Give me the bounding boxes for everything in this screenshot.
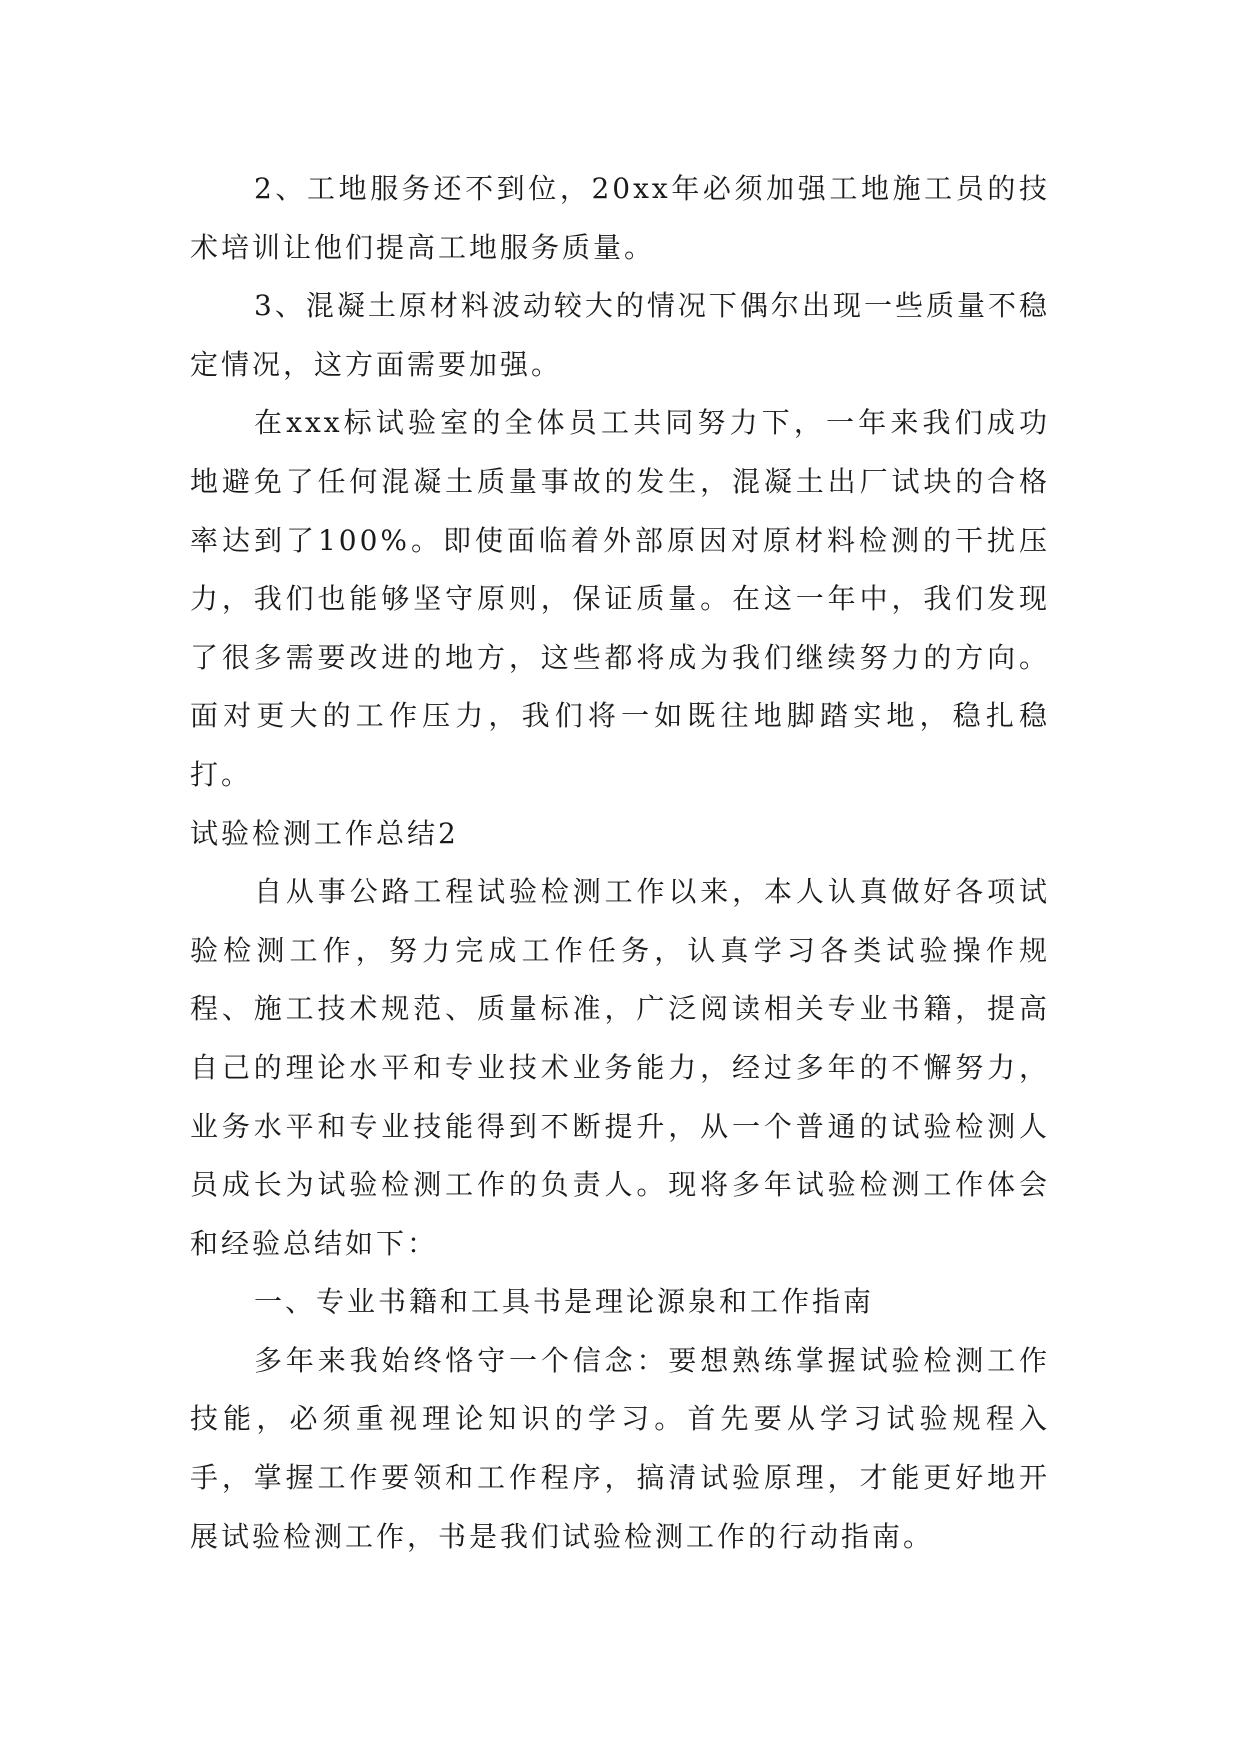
paragraph-intro: 自从事公路工程试验检测工作以来，本人认真做好各项试验检测工作，努力完成工作任务，认真学习各类试验操作规程、施工技术规范、质量标准，广泛阅读相关专业书籍，提高自己的理论水平和专业技术业务能力，经过多年的不懈努力，业务水平和专业技能得到不断提升，从一个普通的试验检测人员成长为试验检测工作的负责人。现将多年试验检测工作体会和经验总结如下： (190, 875, 1050, 1260)
paragraph-belief: 多年来我始终恪守一个信念：要想熟练掌握试验检测工作技能，必须重视理论知识的学习。首先要从学习试验规程入手，掌握工作要领和工作程序，搞清试验原理，才能更好地开展试验检测工作，书是我们试验检测工作的行动指南。 (190, 1343, 1050, 1553)
paragraph-material-fluctuation: 3、混凝土原材料波动较大的情况下偶尔出现一些质量不稳定情况，这方面需要加强。 (190, 289, 1050, 381)
subheading-books-guides: 一、专业书籍和工具书是理论源泉和工作指南 (254, 1285, 875, 1319)
paragraph-site-service: 2、工地服务还不到位，20xx年必须加强工地施工员的技术培训让他们提高工地服务质量。 (190, 172, 1050, 264)
document-page (190, 160, 1050, 1566)
section-heading: 试验检测工作总结2 (190, 816, 459, 850)
paragraph-lab-summary: 在xxx标试验室的全体员工共同努力下，一年来我们成功地避免了任何混凝土质量事故的发生，混凝土出厂试块的合格率达到了100%。即使面临着外部原因对原材料检测的干扰压力，我们也能够坚守原则，保证质量。在这一年中，我们发现了很多需要改进的地方，这些都将成为我们继续努力的方向。面对更大的工作压力，我们将一如既往地脚踏实地，稳扎稳打。 (190, 406, 1050, 791)
